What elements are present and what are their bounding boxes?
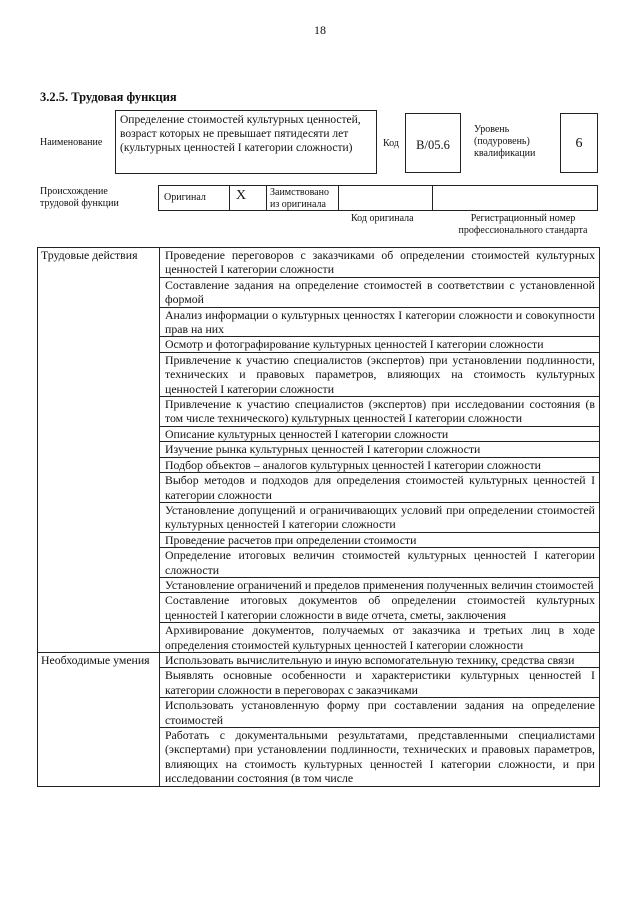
item-cell: Проведение расчетов при определении стоимости: [160, 532, 600, 547]
item-cell: Осмотр и фотографирование культурных ценностей I категории сложности: [160, 337, 600, 352]
item-cell: Использовать установленную форму при составлении задания на определение стоимостей: [160, 698, 600, 728]
item-cell: Подбор объектов – аналогов культурных ценностей I категории сложности: [160, 457, 600, 472]
functions-table: [37, 247, 600, 787]
name-value-box: [115, 110, 377, 174]
category-cell: Трудовые действия: [38, 248, 160, 653]
level-value: 6: [575, 136, 583, 151]
item-cell: Изучение рынка культурных ценностей I категории сложности: [160, 442, 600, 457]
origin-divider: [432, 185, 433, 211]
item-cell: Работать с документальными результатами, представленными специалистами (экспертами) при установлении подлинности, технических и правовых параметров, влияющих на стоимость культурных ценностей I категории сложности, и при исследовании состояния (в том числе: [160, 728, 600, 787]
item-cell: Установление допущений и ограничивающих условий при определении стоимостей культурных ценностей I категории сложности: [160, 502, 600, 532]
item-cell: Привлечение к участию специалистов (экспертов) при установлении подлинности, технических и правовых параметров, влияющих на стоимость культурных ценностей I категории сложности: [160, 352, 600, 396]
borrowed-label: Заимствовано из оригинала: [270, 187, 329, 210]
level-value-box: [560, 113, 598, 173]
level-label: Уровень (подуровень) квалификации: [474, 124, 536, 159]
item-cell: Установление ограничений и пределов применения полученных величин стоимостей: [160, 577, 600, 592]
item-cell: Определение итоговых величин стоимостей культурных ценностей I категории сложности: [160, 548, 600, 578]
origin-divider: [266, 185, 267, 211]
code-value-box: [405, 113, 461, 173]
reg-number-caption: Регистрационный номер профессионального стандарта: [458, 213, 588, 236]
origin-divider: [229, 185, 230, 211]
code-value: В/05.6: [416, 138, 450, 152]
item-cell: Описание культурных ценностей I категории сложности: [160, 426, 600, 441]
page-number: 18: [314, 23, 326, 37]
origin-label: Происхождение трудовой функции: [40, 186, 119, 209]
item-cell: Использовать вычислительную и иную вспомогательную технику, средства связи: [160, 652, 600, 667]
item-cell: Составление задания на определение стоимостей в соответствии с установленной формой: [160, 277, 600, 307]
table-row: [38, 248, 600, 278]
name-value: Определение стоимостей культурных ценностей, возраст которых не превышает пятидесяти лет (культурных ценностей I категории сложности): [120, 114, 361, 154]
item-cell: Выбор методов и подходов для определения стоимостей культурных ценностей I категории сложности: [160, 473, 600, 503]
name-label: Наименование: [40, 137, 103, 148]
category-cell: Необходимые умения: [38, 652, 160, 786]
code-original-caption: Код оригинала: [351, 213, 414, 224]
item-cell: Архивирование документов, получаемых от заказчика и третьих лиц в ходе определения стоимостей культурных ценностей I категории сложности: [160, 623, 600, 653]
original-label: Оригинал: [164, 192, 206, 203]
item-cell: Проведение переговоров с заказчиками об определении стоимостей культурных ценностей I категории сложности: [160, 248, 600, 278]
origin-box: [158, 185, 598, 211]
item-cell: Составление итоговых документов об определении стоимостей культурных ценностей I категории сложности в виде отчета, сметы, заключения: [160, 593, 600, 623]
section-title: 3.2.5. Трудовая функция: [40, 90, 177, 104]
table-row: [38, 652, 600, 667]
item-cell: Анализ информации о культурных ценностях I категории сложности и совокупности прав на них: [160, 307, 600, 337]
code-label: Код: [383, 138, 399, 149]
item-cell: Выявлять основные особенности и характеристики культурных ценностей I категории сложности в переговорах с заказчиками: [160, 668, 600, 698]
item-cell: Привлечение к участию специалистов (экспертов) при исследовании состояния (в том числе технического) культурных ценностей I категории сложности: [160, 397, 600, 427]
original-mark: X: [236, 188, 247, 203]
